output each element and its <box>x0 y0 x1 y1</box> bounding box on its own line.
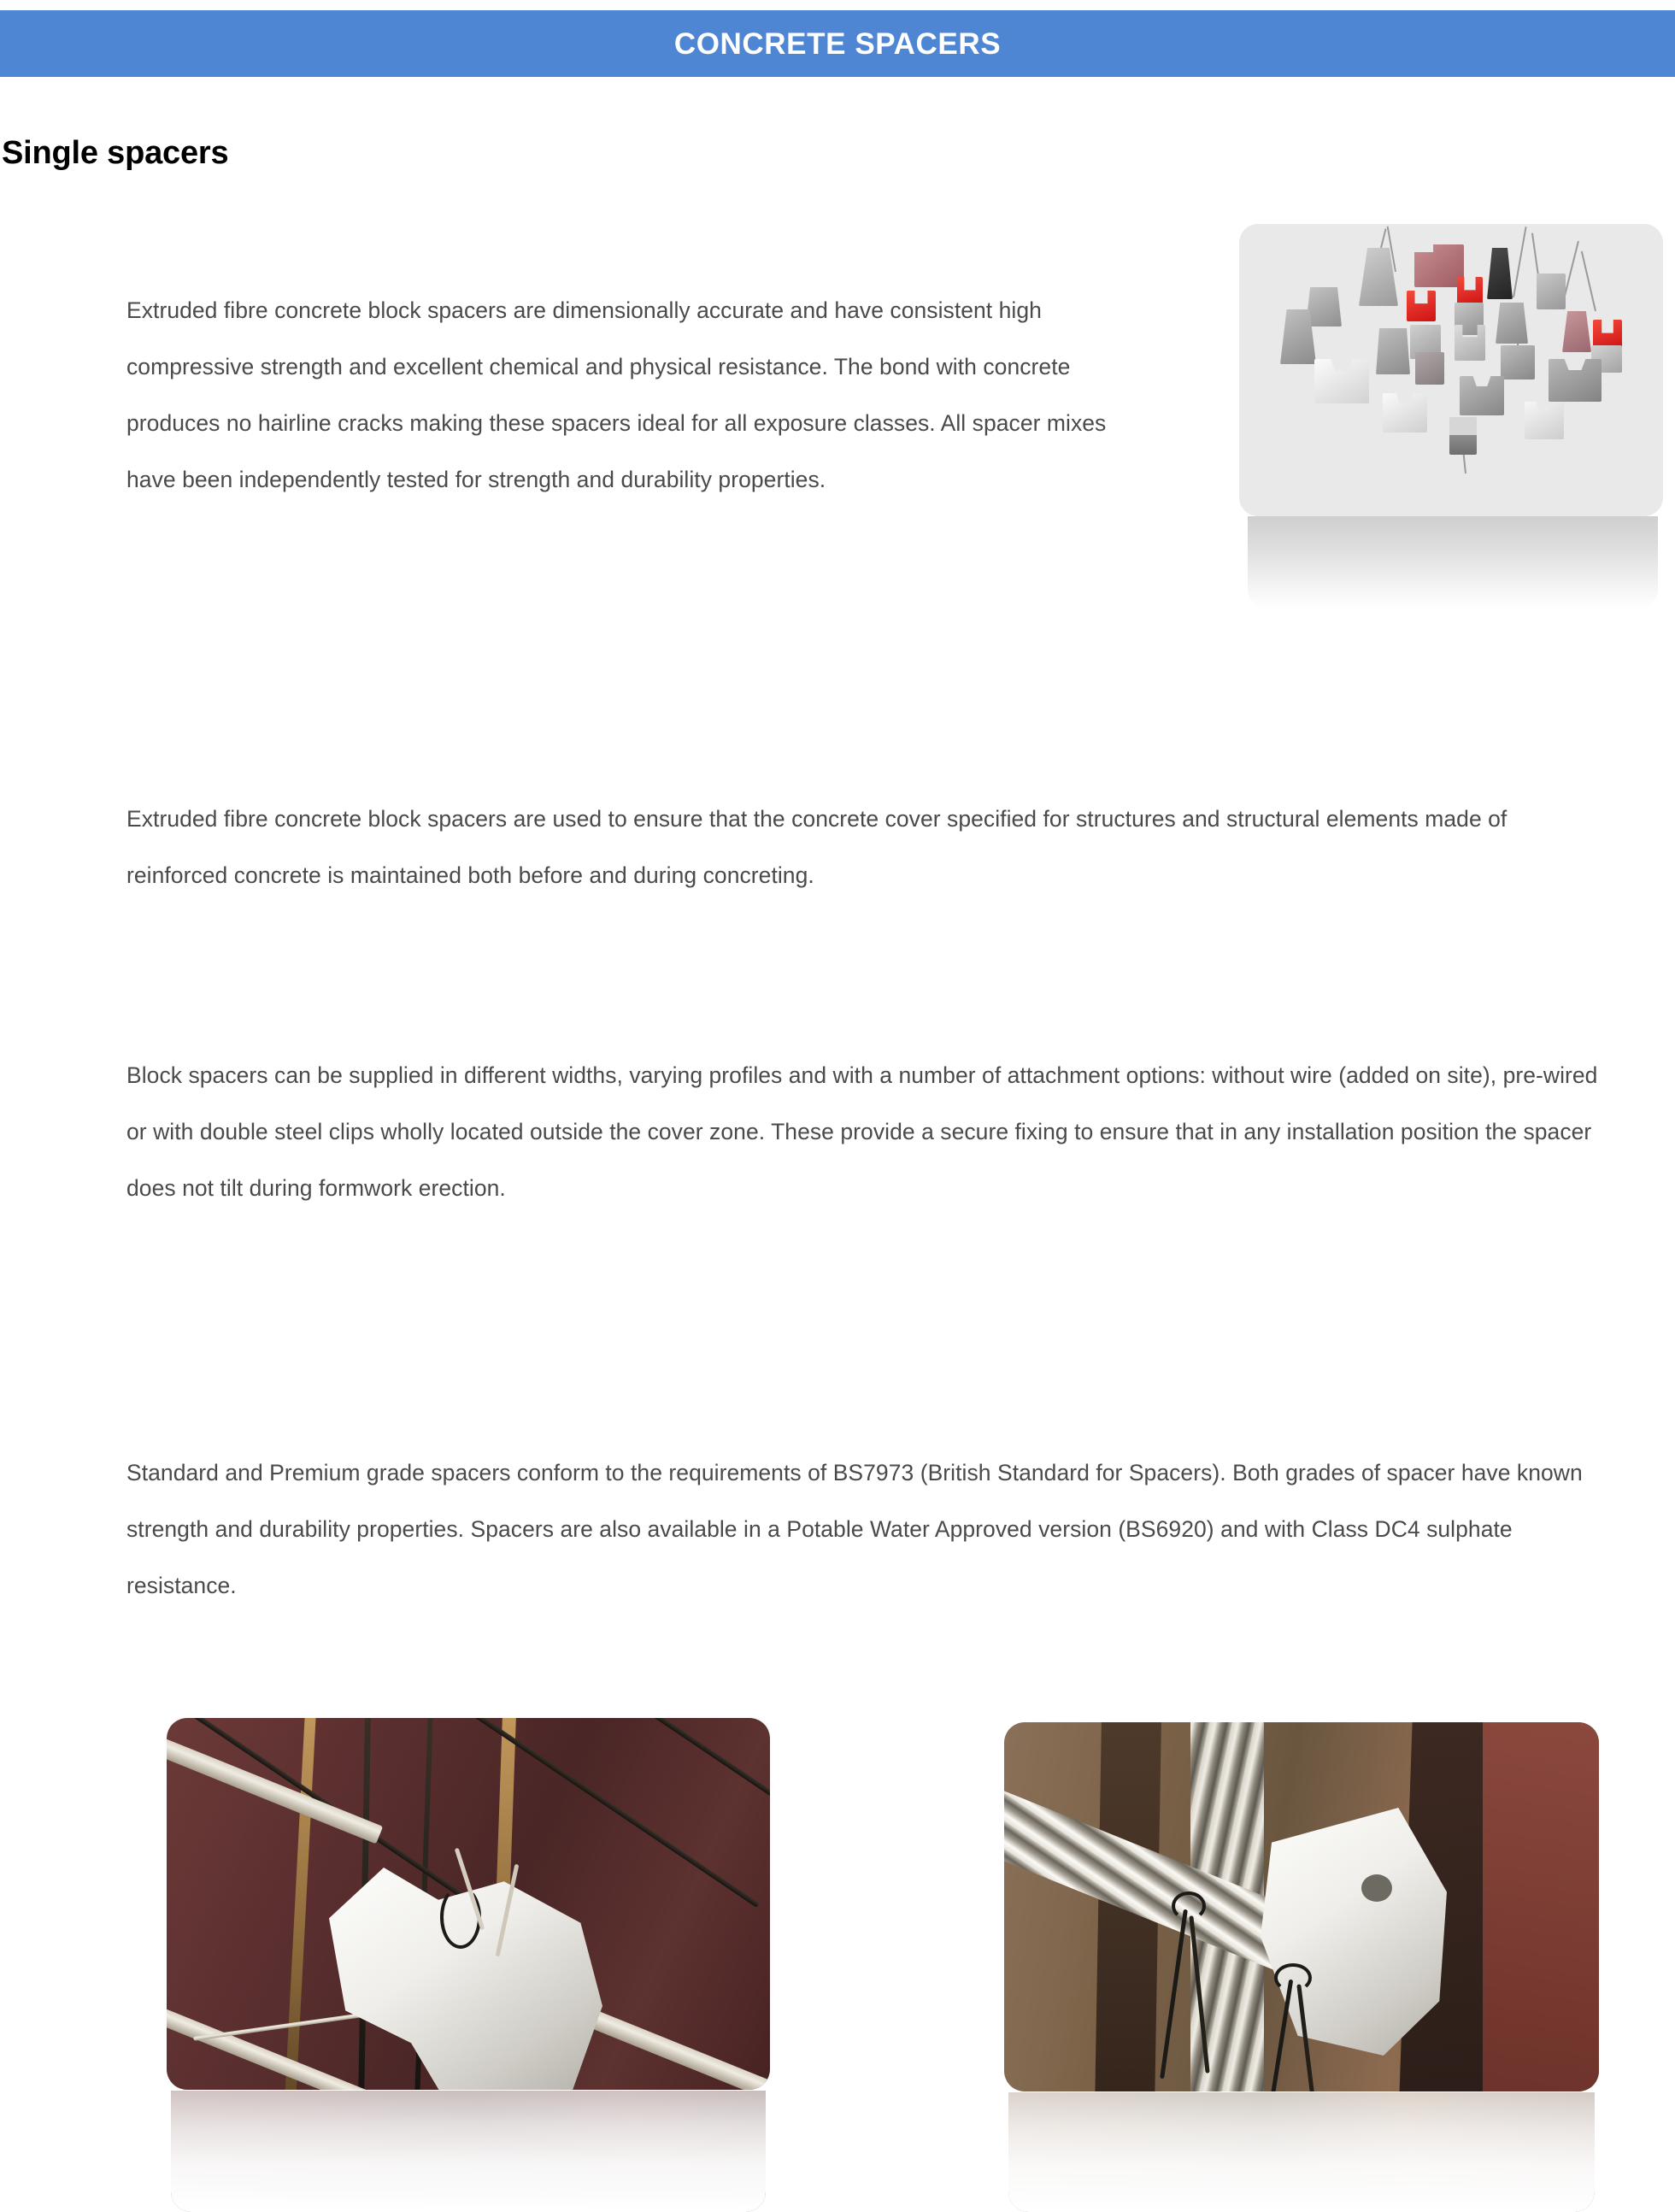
spacer-piece <box>1306 287 1342 327</box>
product-range-image <box>1239 224 1663 516</box>
photo-spacer-on-mesh <box>167 1718 770 2090</box>
reflection-fade <box>1008 2092 1595 2212</box>
photo-spacer-on-vertical-rebar <box>1004 1722 1599 2091</box>
spacer-piece <box>1449 417 1477 455</box>
spacer-piece <box>1537 274 1566 309</box>
product-image-reflection <box>1248 516 1658 609</box>
background-column <box>1483 1722 1599 2091</box>
spacer-piece <box>1501 345 1535 379</box>
section-heading: Single spacers <box>2 135 229 171</box>
spacer-piece <box>1415 352 1444 385</box>
tie-wire-loop <box>1172 1891 1206 1921</box>
photo-left-reflection <box>171 2091 766 2212</box>
spacer-piece <box>1496 303 1528 344</box>
paragraph-standards: Standard and Premium grade spacers conform to the requirements of BS7973 (British Standard for Spacers). Both grades of spacer have known strength and durability properties. Spacers are also available in a Potable Water Approved version (BS6920) and with Class DC4 sulphate resistance. <box>126 1460 1583 1598</box>
spacer-hole <box>1361 1874 1392 1902</box>
spacer-piece <box>1376 328 1410 374</box>
paragraph-intro: Extruded fibre concrete block spacers are dimensionally accurate and have consistent high compressive strength and excellent chemical and physical resistance. The bond with concrete produces no hairline cracks making these spacers ideal for all exposure classes. All spacer mixes have been independently tested for strength and durability properties. <box>126 297 1107 492</box>
photo-right-reflection <box>1008 2092 1595 2212</box>
page-header-banner <box>0 10 1675 77</box>
page-title: CONCRETE SPACERS <box>673 26 1002 61</box>
reflection-fade <box>171 2091 766 2212</box>
tie-wire <box>440 1885 481 1949</box>
tie-wire-loop <box>1274 1963 1312 1992</box>
paragraph-options: Block spacers can be supplied in different widths, varying profiles and with a number of attachment options: without wire (added on site), pre-wired or with double steel clips wholly located outside the cover zone. These provide a secure fixing to ensure that in any installation position the spacer does not tilt during formwork erection. <box>126 1062 1598 1201</box>
paragraph-purpose: Extruded fibre concrete block spacers are used to ensure that the concrete cover specified for structures and structural elements made of reinforced concrete is maintained both before and during concreting. <box>126 806 1508 888</box>
